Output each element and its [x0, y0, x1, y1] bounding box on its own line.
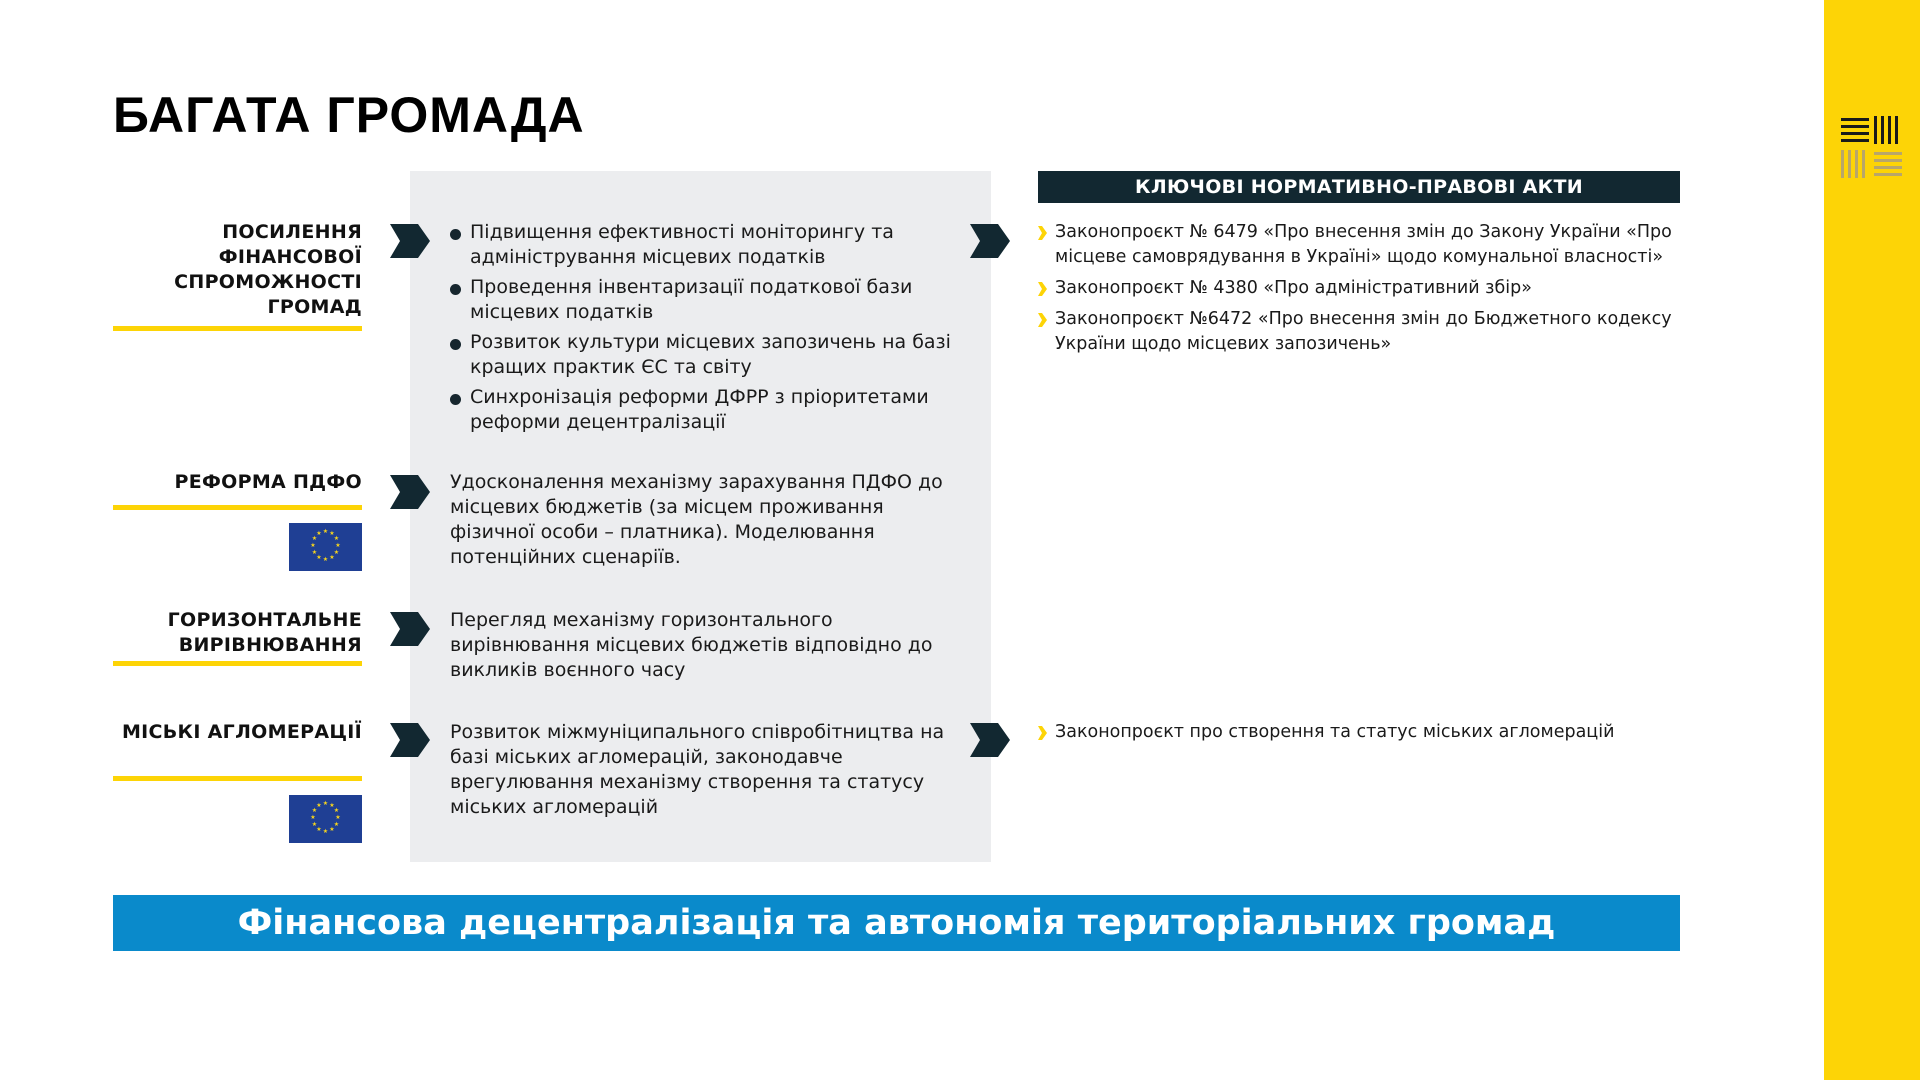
svg-text:★: ★: [316, 802, 322, 809]
chevron-right-icon: [390, 612, 430, 646]
legal-acts-list-group1: [1038, 220, 1678, 363]
bullet-item: Проведення інвентаризації податкової бази місцевих податків: [450, 275, 970, 325]
svg-text:★: ★: [322, 556, 329, 563]
svg-text:★: ★: [311, 549, 318, 556]
svg-text:★: ★: [329, 530, 335, 537]
legal-act-item: Законопроєкт №6472 «Про внесення змін до Бюджетного кодексу України щодо місцевих запозичень»: [1038, 307, 1678, 357]
bullet-dot-icon: [450, 339, 461, 350]
bullet-dot-icon: [450, 229, 461, 240]
svg-text:★: ★: [316, 826, 322, 833]
financial-capacity-bullets: [450, 220, 970, 440]
svg-text:★: ★: [310, 542, 316, 549]
svg-text:★: ★: [333, 821, 340, 828]
eu-flag-icon: [289, 795, 362, 843]
svg-text:★: ★: [316, 530, 322, 537]
svg-text:★: ★: [333, 549, 340, 556]
svg-text:★: ★: [310, 814, 316, 821]
chevron-right-icon: [970, 723, 1010, 757]
svg-text:★: ★: [329, 802, 335, 809]
woven-lines-logo-icon: [1841, 116, 1903, 178]
urban-agglomerations-description: Розвиток міжмуніципального співробітництва на базі міських агломерацій, законодавче врегулювання механізму створення та статусу міських агломерацій: [450, 721, 945, 818]
svg-text:★: ★: [316, 554, 322, 561]
bullet-dot-icon: [450, 284, 461, 295]
svg-text:★: ★: [311, 821, 318, 828]
svg-text:★: ★: [329, 826, 335, 833]
pdfo-reform-description: Удосконалення механізму зарахування ПДФО до місцевих бюджетів (за місцем проживання фізичної особи – платника). Моделювання потенційних сценаріїв.: [450, 471, 943, 568]
bullet-dot-icon: [450, 394, 461, 405]
group-label-urban-agglomerations: МІСЬКІ АГЛОМЕРАЦІЇ: [121, 721, 362, 743]
svg-text:★: ★: [333, 807, 340, 814]
legal-act-item: Законопроєкт № 6479 «Про внесення змін до Закону України «Про місцеве самоврядування в Україні» щодо комунальної власності»: [1038, 220, 1678, 270]
yellow-underline: [113, 326, 362, 331]
svg-text:★: ★: [322, 528, 329, 535]
yellow-underline: [113, 776, 362, 781]
svg-text:★: ★: [335, 814, 341, 821]
page-title: БАГАТА ГРОМАДА: [113, 87, 585, 143]
yellow-underline: [113, 661, 362, 666]
yellow-underline: [113, 505, 362, 510]
yellow-chevron-icon: [1038, 282, 1047, 296]
horizontal-equalization-description: Перегляд механізму горизонтального вирівнювання місцевих бюджетів відповідно до викликів воєнного часу: [450, 609, 933, 681]
bullet-item: Синхронізація реформи ДФРР з пріоритетами реформи децентралізації: [450, 385, 970, 435]
side-accent-bar: [1824, 0, 1920, 1080]
bullet-item: Розвиток культури місцевих запозичень на базі кращих практик ЄС та світу: [450, 330, 970, 380]
svg-text:★: ★: [335, 542, 341, 549]
chevron-right-icon: [390, 224, 430, 258]
legal-acts-list-group4: [1038, 720, 1678, 751]
chevron-right-icon: [390, 475, 430, 509]
legal-acts-header: КЛЮЧОВІ НОРМАТИВНО-ПРАВОВІ АКТИ: [1038, 171, 1680, 203]
eu-flag-icon: [289, 523, 362, 571]
svg-text:★: ★: [322, 800, 329, 807]
yellow-chevron-icon: [1038, 313, 1047, 327]
group-label-pdfo-reform: РЕФОРМА ПДФО: [174, 471, 362, 493]
legal-act-item: Законопроєкт про створення та статус міських агломерацій: [1038, 720, 1678, 745]
yellow-chevron-icon: [1038, 726, 1047, 740]
bullet-item: Підвищення ефективності моніторингу та адміністрування місцевих податків: [450, 220, 970, 270]
chevron-right-icon: [970, 224, 1010, 258]
yellow-chevron-icon: [1038, 226, 1047, 240]
svg-text:★: ★: [311, 807, 318, 814]
group-label-horizontal-equalization: ГОРИЗОНТАЛЬНЕ ВИРІВНЮВАННЯ: [167, 609, 362, 656]
svg-text:★: ★: [333, 535, 340, 542]
summary-banner: Фінансова децентралізація та автономія територіальних громад: [113, 895, 1680, 951]
svg-text:★: ★: [329, 554, 335, 561]
svg-text:★: ★: [322, 828, 329, 835]
legal-act-item: Законопроєкт № 4380 «Про адміністративний збір»: [1038, 276, 1678, 301]
group-label-financial-capacity: ПОСИЛЕННЯ ФІНАНСОВОЇ СПРОМОЖНОСТІ ГРОМАД: [174, 221, 362, 318]
svg-text:★: ★: [311, 535, 318, 542]
chevron-right-icon: [390, 723, 430, 757]
